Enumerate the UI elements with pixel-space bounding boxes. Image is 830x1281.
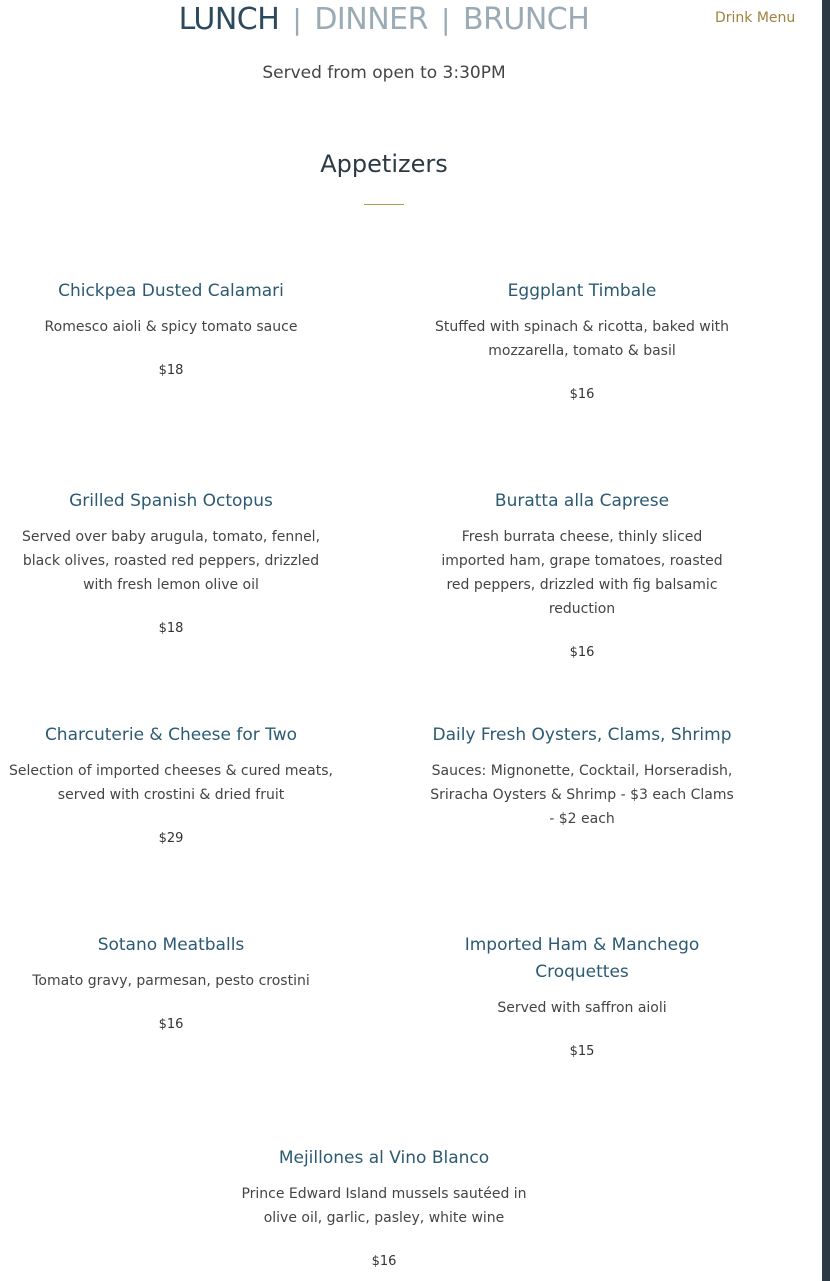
menu-item [229,1145,539,1271]
item-description: Stuffed with spinach & ricotta, baked with mozzarella, tomato & basil [435,319,729,359]
item-name: Chickpea Dusted Calamari [58,281,284,301]
tab-dinner[interactable]: DINNER [314,2,428,37]
item-description: Served with saffron aioli [497,1000,667,1016]
item-price: $16 [371,1254,397,1269]
item-name: Imported Ham & Manchego Croquettes [464,935,700,982]
tab-separator: | [441,3,450,36]
item-name: Mejillones al Vino Blanco [278,1148,490,1168]
item-name: Sotano Meatballs [97,935,245,955]
item-description: Tomato gravy, parmesan, pesto crostini [32,973,310,989]
menu-item [6,722,336,848]
menu-item [457,932,707,1061]
menu-item [427,722,737,831]
item-name: Buratta alla Caprese [494,491,670,511]
item-name: Charcuterie & Cheese for Two [44,725,298,745]
drink-menu-link[interactable]: Drink Menu [715,10,796,26]
item-price: $16 [158,1017,184,1032]
section-title: Appetizers [320,150,448,178]
item-price: $29 [158,831,184,846]
serving-hours: Served from open to 3:30PM [262,63,506,83]
item-description: Romesco aioli & spicy tomato sauce [44,319,298,335]
item-price: $18 [158,363,184,378]
item-description: Fresh burrata cheese, thinly sliced imported ham, grape tomatoes, roasted red peppers, drizzled with fig balsamic reduction [441,529,723,617]
menu-item [432,278,732,404]
meal-tabs [0,0,768,40]
item-price: $16 [569,645,595,660]
item-name: Grilled Spanish Octopus [69,491,273,511]
item-price: $16 [569,387,595,402]
page-scrollbar-edge [822,0,830,1281]
item-name: Eggplant Timbale [507,281,657,301]
item-name: Daily Fresh Oysters, Clams, Shrimp [432,725,732,745]
item-description: Sauces: Mignonette, Cocktail, Horseradish, Sriracha Oysters & Shrimp - $3 each Clams - $2 each [430,763,734,827]
item-price: $15 [569,1044,595,1059]
tab-lunch[interactable]: LUNCH [178,2,280,37]
menu-item [432,488,732,662]
item-description: Served over baby arugula, tomato, fennel, black olives, roasted red peppers, drizzled with fresh lemon olive oil [21,529,321,593]
tab-separator: | [292,3,302,36]
menu-item [6,278,336,380]
tab-brunch[interactable]: BRUNCH [462,2,590,37]
section-divider [364,204,404,205]
item-description: Prince Edward Island mussels sautéed in olive oil, garlic, pasley, white wine [241,1186,527,1226]
item-description: Selection of imported cheeses & cured meats, served with crostini & dried fruit [9,763,333,803]
item-price: $18 [158,621,184,636]
menu-item [21,488,321,638]
menu-item [6,932,336,1034]
